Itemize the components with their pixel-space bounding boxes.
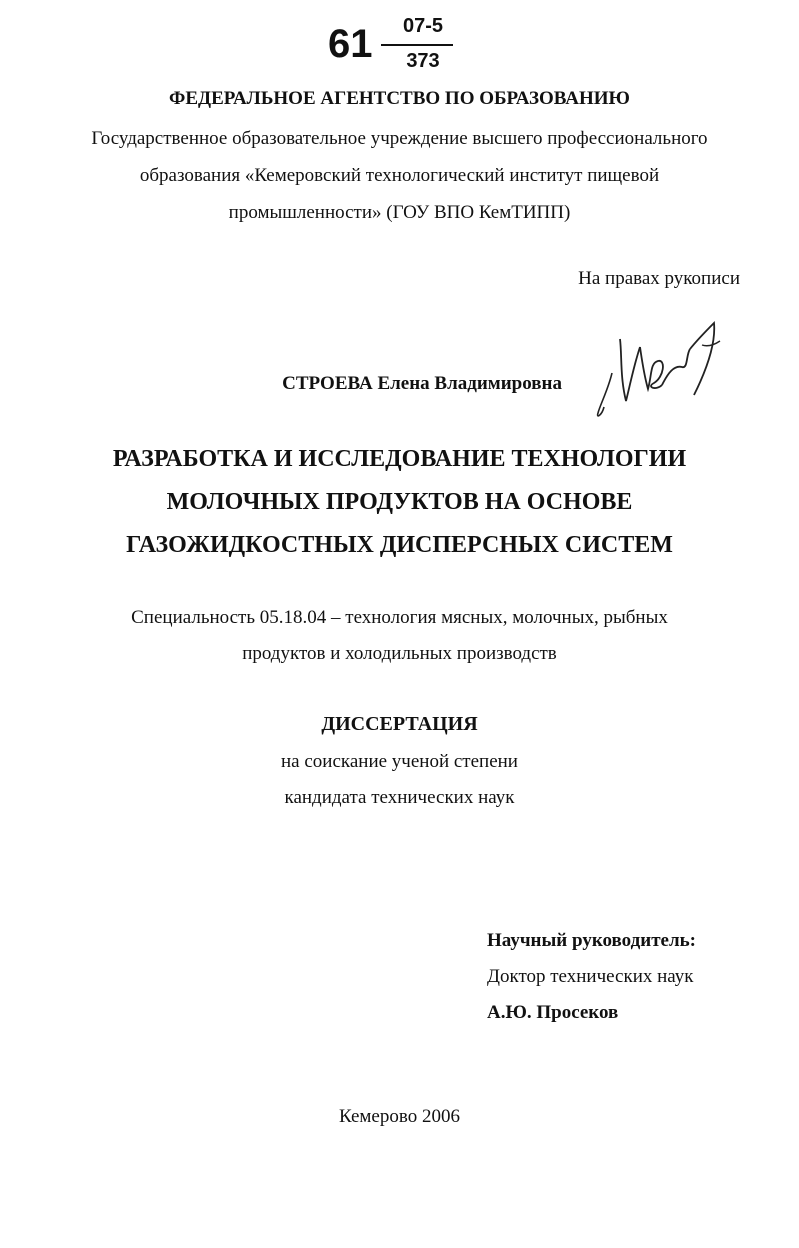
- institution-line: промышленности» (ГОУ ВПО КемТИПП): [228, 202, 571, 223]
- supervisor-label: Научный руководитель:: [487, 930, 696, 951]
- catalog-code-main: 61: [328, 22, 373, 66]
- handwritten-signature-icon: [590, 315, 725, 420]
- supervisor-degree: Доктор технических наук: [487, 966, 694, 987]
- title-line: РАЗРАБОТКА И ИССЛЕДОВАНИЕ ТЕХНОЛОГИИ: [112, 446, 687, 472]
- supervisor-name: А.Ю. Просеков: [487, 1002, 619, 1023]
- title-line: ГАЗОЖИДКОСТНЫХ ДИСПЕРСНЫХ СИСТЕМ: [126, 532, 673, 558]
- institution-line: образования «Кемеровский технологический институт пищевой: [139, 165, 660, 186]
- catalog-code-fraction-bar: [381, 44, 453, 46]
- manuscript-rights-note: На правах рукописи: [578, 268, 740, 289]
- specialty-block: [0, 600, 799, 672]
- institution-line: Государственное образовательное учреждение высшего профессионального: [91, 128, 708, 149]
- specialty-line: продуктов и холодильных производств: [242, 643, 557, 664]
- degree-line: на соискание ученой степени: [281, 751, 518, 772]
- catalog-code-numerator: 07-5: [402, 15, 444, 37]
- document-type: ДИССЕРТАЦИЯ: [321, 713, 478, 735]
- title-line: МОЛОЧНЫХ ПРОДУКТОВ НА ОСНОВЕ: [166, 489, 633, 515]
- degree-block: [0, 744, 799, 816]
- degree-line: кандидата технических наук: [284, 787, 515, 808]
- place-year: Кемерово 2006: [339, 1106, 460, 1127]
- specialty-line: Специальность 05.18.04 – технология мясных, молочных, рыбных: [131, 607, 668, 628]
- catalog-code-denominator: 373: [406, 50, 440, 72]
- agency-heading: ФЕДЕРАЛЬНОЕ АГЕНТСТВО ПО ОБРАЗОВАНИЮ: [169, 88, 630, 109]
- dissertation-title: [0, 438, 799, 567]
- author-name: СТРОЕВА Елена Владимировна: [282, 373, 562, 394]
- institution-block: [0, 120, 799, 231]
